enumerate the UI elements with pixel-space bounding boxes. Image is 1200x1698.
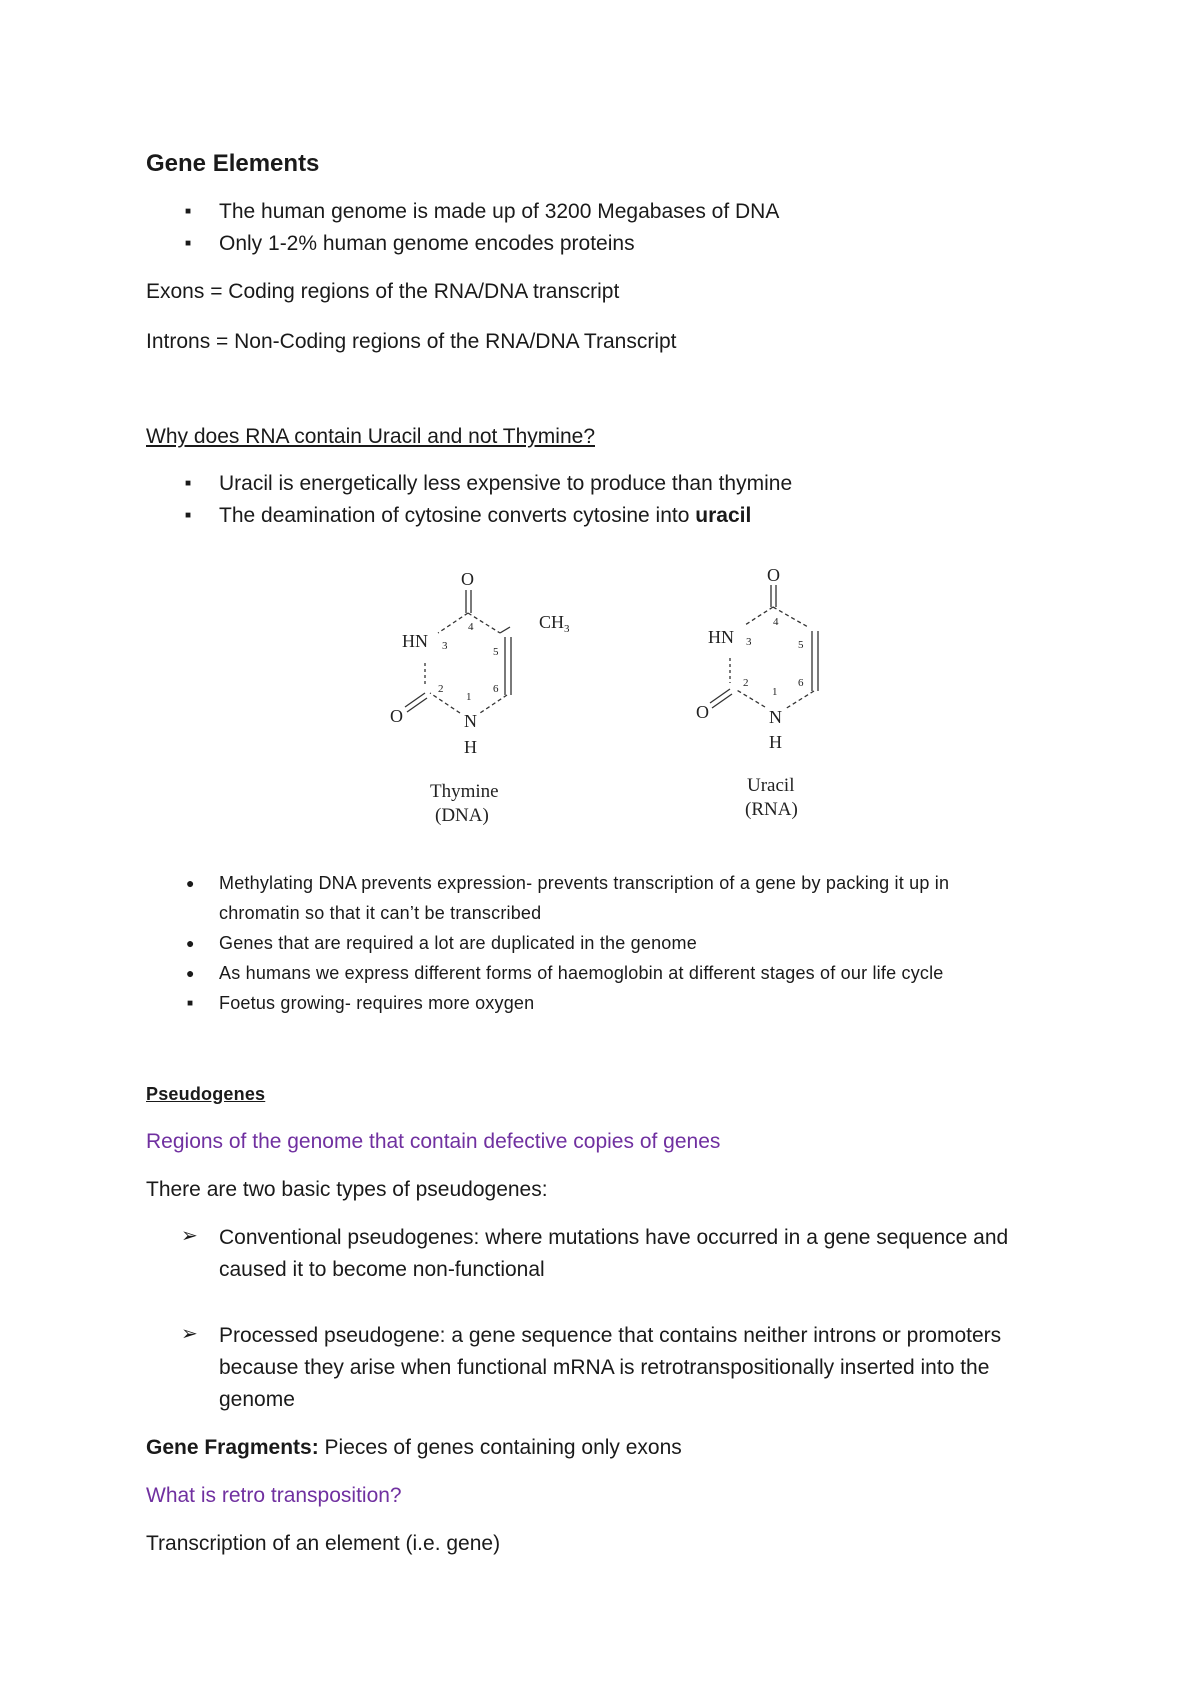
uracil-atom-o-top: O [767, 565, 780, 585]
uracil-position-5: 5 [798, 639, 804, 651]
thymine-position-6: 6 [493, 683, 499, 695]
arrow-bullet-icon: ➢ [181, 1323, 198, 1345]
gene-fragments-definition [146, 1436, 682, 1460]
uracil-atom-n: N [769, 707, 782, 727]
uracil-atom-h: H [769, 732, 782, 752]
list-item: Only 1-2% human genome encodes proteins [219, 232, 635, 255]
list-item-continuation: genome [219, 1388, 295, 1411]
thymine-atom-ch3 [539, 612, 570, 635]
ch3-main: CH [539, 612, 565, 632]
list-item [219, 504, 751, 528]
uracil-position-6: 6 [798, 677, 804, 689]
thymine-labels [390, 569, 570, 826]
list-item: Foetus growing- requires more oxygen [219, 993, 535, 1013]
list-item: As humans we express different forms of haemoglobin at different stages of our life cycle [219, 963, 944, 983]
thymine-position-4: 4 [468, 621, 474, 633]
list-item-text: The deamination of cytosine converts cytosine into [219, 504, 696, 527]
gene-fragments-text: Pieces of genes containing only exons [318, 1436, 682, 1459]
list-item-continuation: because they arise when functional mRNA is retrotranspositionally inserted into the [219, 1356, 990, 1379]
thymine-name: Thymine [430, 781, 499, 802]
bullet-marker: ● [186, 935, 195, 951]
bullet-marker: ● [186, 965, 195, 981]
bullet-marker: ■ [185, 238, 192, 249]
thymine-position-3: 3 [442, 640, 448, 652]
introns-definition: Introns = Non-Coding regions of the RNA/DNA Transcript [146, 330, 677, 353]
retro-transposition-question: What is retro transposition? [146, 1484, 402, 1507]
section-title-gene-elements: Gene Elements [146, 150, 320, 177]
ch3-subscript: 3 [564, 623, 570, 635]
list-item: Processed pseudogene: a gene sequence that contains neither introns or promoters [219, 1324, 1002, 1347]
uracil-position-3: 3 [746, 636, 752, 648]
exons-definition: Exons = Coding regions of the RNA/DNA transcript [146, 280, 620, 303]
uracil-position-1: 1 [772, 686, 778, 698]
thymine-uracil-structures [380, 555, 840, 830]
gene-fragments-label: Gene Fragments: [146, 1436, 319, 1459]
bullet-marker: ■ [185, 206, 192, 217]
bullet-marker: ■ [185, 478, 192, 489]
bullet-marker: ■ [185, 510, 192, 521]
uracil-position-4: 4 [773, 616, 779, 628]
uracil-atom-hn: HN [708, 627, 734, 647]
list-item: Conventional pseudogenes: where mutations have occurred in a gene sequence and [219, 1226, 1009, 1249]
list-item: The human genome is made up of 3200 Megabases of DNA [219, 200, 780, 223]
thymine-atom-o-left: O [390, 706, 403, 726]
thymine-position-2: 2 [438, 683, 444, 695]
uracil-atom-o-left: O [696, 702, 709, 722]
transcription-text: Transcription of an element (i.e. gene) [146, 1532, 501, 1555]
thymine-position-1: 1 [466, 691, 472, 703]
list-item-continuation: chromatin so that it can’t be transcribed [219, 903, 542, 923]
thymine-atom-n: N [464, 711, 477, 731]
thymine-position-5: 5 [493, 646, 499, 658]
bullet-marker: ■ [187, 998, 194, 1009]
bullet-marker: ● [186, 875, 195, 891]
list-item: Methylating DNA prevents expression- prevents transcription of a gene by packing it up in [219, 873, 950, 893]
thymine-atom-hn: HN [402, 631, 428, 651]
pseudogenes-intro: There are two basic types of pseudogenes: [146, 1178, 548, 1201]
thymine-atom-o-top: O [461, 569, 474, 589]
uracil-question: Why does RNA contain Uracil and not Thymine? [146, 425, 595, 448]
uracil-name: Uracil [747, 775, 795, 796]
uracil-type: (RNA) [745, 799, 798, 820]
list-item: Genes that are required a lot are duplicated in the genome [219, 933, 697, 953]
bold-word: uracil [695, 504, 752, 527]
list-item: Uracil is energetically less expensive to produce than thymine [219, 472, 793, 495]
arrow-bullet-icon: ➢ [181, 1225, 198, 1247]
thymine-type: (DNA) [435, 805, 489, 826]
list-item-continuation: caused it to become non-functional [219, 1258, 545, 1281]
section-title-pseudogenes: Pseudogenes [146, 1084, 266, 1104]
thymine-atom-h: H [464, 737, 477, 757]
pseudogenes-definition: Regions of the genome that contain defective copies of genes [146, 1130, 721, 1153]
uracil-labels [696, 565, 804, 820]
uracil-position-2: 2 [743, 677, 749, 689]
